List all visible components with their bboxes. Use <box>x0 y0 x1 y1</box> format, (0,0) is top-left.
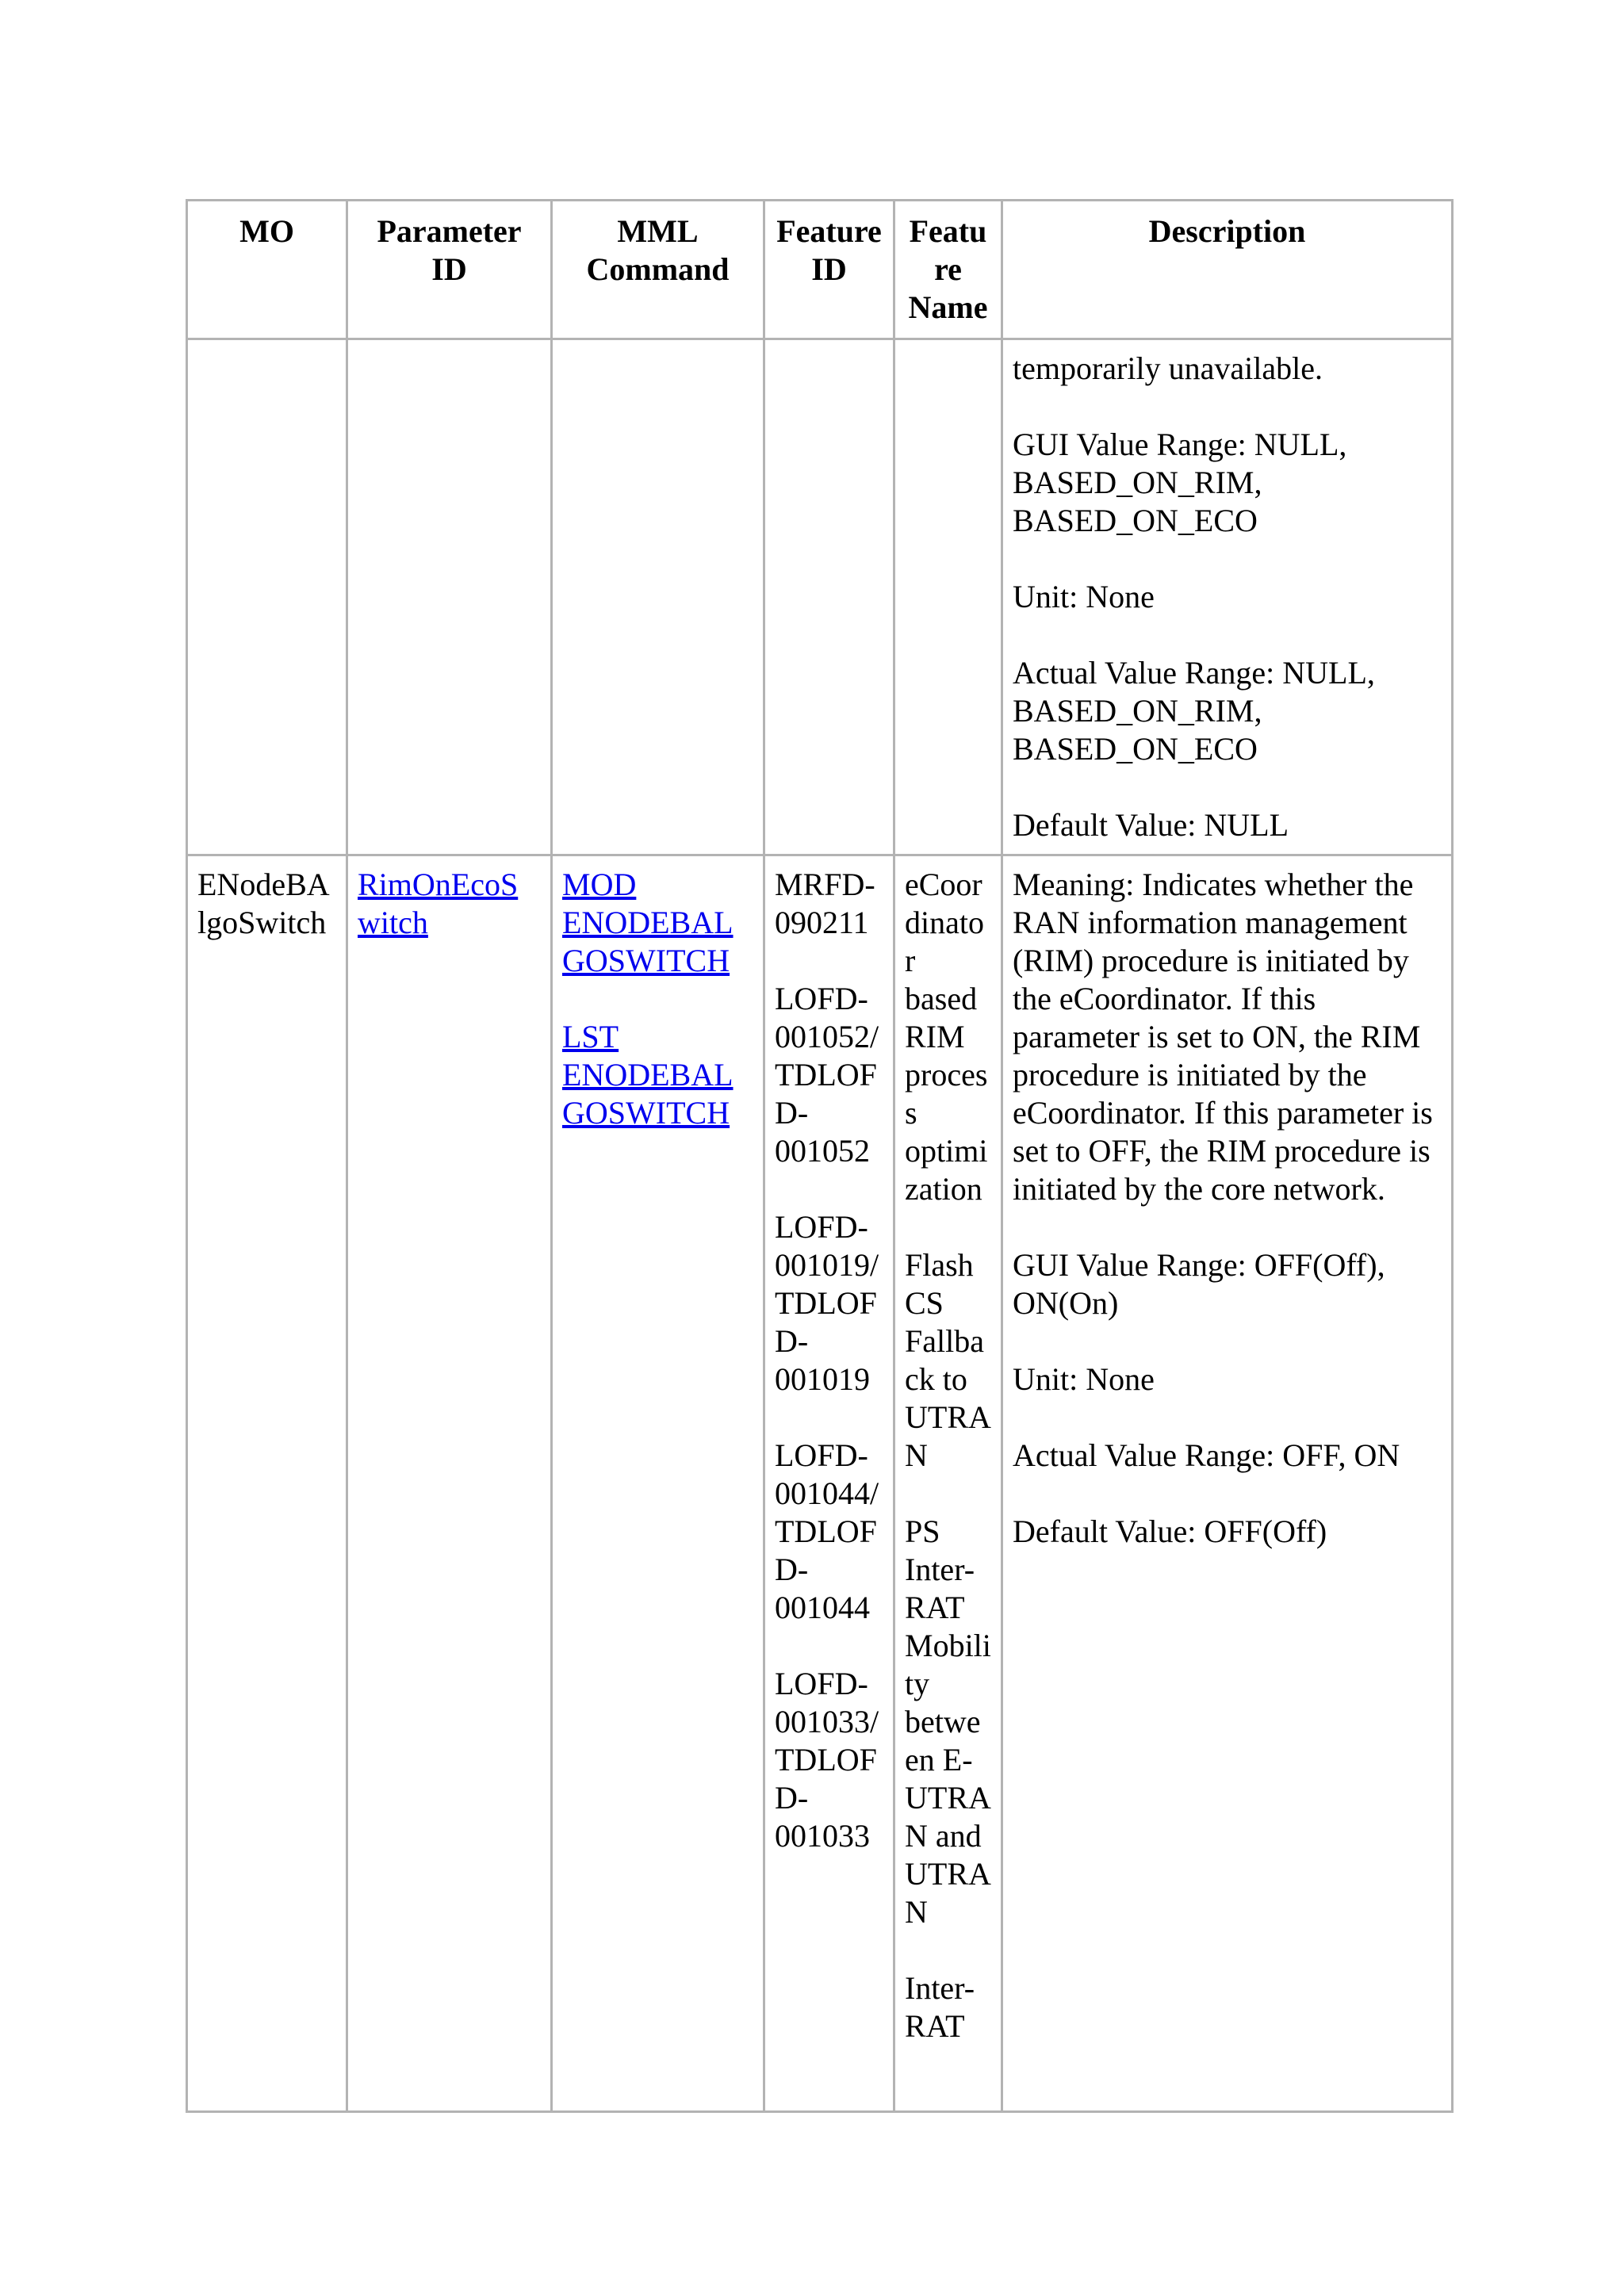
feature-id: MRFD-090211 <box>775 867 875 940</box>
cell-mo-empty <box>187 339 347 855</box>
header-row <box>187 201 1453 339</box>
header-feature-name: Feature Name <box>894 201 1002 339</box>
cell-feature-name <box>894 855 1002 2112</box>
feature-name: Flash CS Fallback to UTRAN <box>905 1247 991 1473</box>
feature-name: eCoordinator based RIM process optimization <box>905 867 988 1207</box>
header-mml-command: MML Command <box>552 201 764 339</box>
cell-mml-command-empty <box>552 339 764 855</box>
table-row <box>187 339 1453 855</box>
description-paragraph: Unit: None <box>1013 579 1155 614</box>
table-row <box>187 855 1453 2112</box>
cell-description <box>1002 339 1453 855</box>
description-paragraph: GUI Value Range: NULL, BASED_ON_RIM, BASED_ON_ECO <box>1013 427 1347 538</box>
cell-description <box>1002 855 1453 2112</box>
header-parameter-id: Parameter ID <box>347 201 552 339</box>
header-description: Description <box>1002 201 1453 339</box>
cell-feature-name-empty <box>894 339 1002 855</box>
cell-feature-id <box>764 855 894 2112</box>
cell-parameter-id-empty <box>347 339 552 855</box>
feature-name: Inter-RAT <box>905 1970 975 2044</box>
description-paragraph: Actual Value Range: OFF, ON <box>1013 1437 1400 1473</box>
description-paragraph: temporarily unavailable. <box>1013 350 1323 386</box>
cell-feature-id-empty <box>764 339 894 855</box>
feature-name: PS Inter-RAT Mobility between E-UTRAN and UTRAN <box>905 1513 991 1930</box>
parameter-table <box>186 199 1454 2113</box>
description-paragraph: Unit: None <box>1013 1361 1155 1397</box>
feature-id: LOFD-001052/ TDLOFD-001052 <box>775 981 879 1169</box>
cell-mml-command <box>552 855 764 2112</box>
description-paragraph: GUI Value Range: OFF(Off), ON(On) <box>1013 1247 1385 1321</box>
mml-command-link-mod[interactable]: MOD ENODEBALGOSWITCH <box>562 867 733 978</box>
cell-mo: ENodeBAlgoSwitch <box>187 855 347 2112</box>
description-paragraph: Default Value: NULL <box>1013 807 1289 843</box>
description-paragraph: Default Value: OFF(Off) <box>1013 1513 1327 1549</box>
feature-id: LOFD-001044/ TDLOFD-001044 <box>775 1437 879 1625</box>
header-mo: MO <box>187 201 347 339</box>
mml-command-link-lst[interactable]: LST ENODEBALGOSWITCH <box>562 1019 733 1131</box>
feature-id: LOFD-001033/ TDLOFD-001033 <box>775 1666 879 1854</box>
cell-parameter-id <box>347 855 552 2112</box>
parameter-id-link[interactable]: RimOnEcoSwitch <box>358 867 519 940</box>
description-paragraph: Actual Value Range: NULL, BASED_ON_RIM, BASED_ON_ECO <box>1013 655 1375 767</box>
header-feature-id: Feature ID <box>764 201 894 339</box>
feature-id: LOFD-001019/ TDLOFD-001019 <box>775 1209 879 1397</box>
description-paragraph: Meaning: Indicates whether the RAN information management (RIM) procedure is initiated by the eCoordinator. If this parameter is set to ON, the RIM procedure is initiated by the eCoordinator. If this parameter is set to OFF, the RIM procedure is initiated by the core network. <box>1013 867 1433 1207</box>
